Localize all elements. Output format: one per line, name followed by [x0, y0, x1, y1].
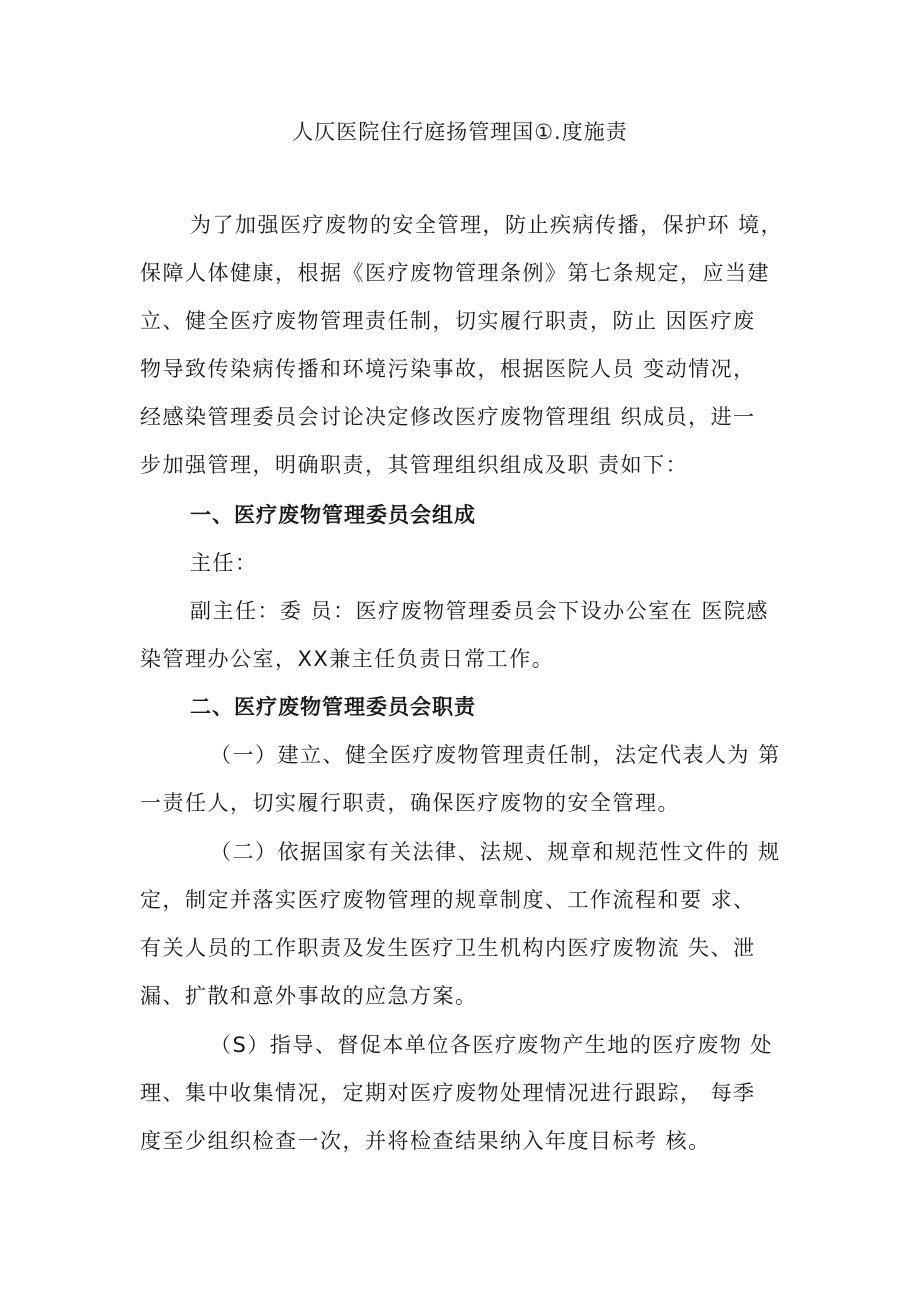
paragraph-line: 有关人员的工作职责及发生医疗卫生机构内医疗废物流 失、泄 [140, 936, 756, 960]
director-line: 主任： [190, 551, 258, 575]
paragraph-line: （一）建立、健全医疗废物管理责任制，法定代表人为 第 [210, 743, 781, 767]
paragraph-line: 为了加强医疗废物的安全管理，防止疾病传播，保护环 境， [190, 213, 784, 237]
paragraph-line: （S）指导、督促本单位各医疗废物产生地的医疗废物 处 [210, 1033, 774, 1057]
paragraph-line: 一责任人，切实履行职责，确保医疗废物的安全管理。 [140, 791, 680, 815]
paragraph-line: 经感染管理委员会讨论决定修改医疗废物管理组 织成员，进一 [140, 405, 756, 429]
paragraph-line: 物导致传染病传播和环境污染事故，根据医院人员 变动情况， [140, 357, 756, 381]
section-heading-composition: 一、医疗废物管理委员会组成 [190, 503, 476, 527]
paragraph-line: （二）依据国家有关法律、法规、规章和规范性文件的 规 [210, 840, 781, 864]
paragraph-line: 立、健全医疗废物管理责任制，切实履行职责，防止 因医疗废 [140, 309, 756, 333]
paragraph-line: 定，制定并落实医疗废物管理的规章制度、工作流程和要 求、 [140, 888, 756, 912]
paragraph-line: 理、集中收集情况，定期对医疗废物处理情况进行跟踪， 每季 [140, 1081, 756, 1105]
paragraph-line: 保障人体健康，根据《医疗废物管理条例》第七条规定，应当建 [140, 261, 770, 285]
paragraph-line: 染管理办公室，XX兼主任负责日常工作。 [140, 647, 555, 671]
paragraph-line: 漏、扩散和意外事故的应急方案。 [140, 984, 478, 1008]
paragraph-line: 副主任：委 员：医疗废物管理委员会下设办公室在 医院感 [190, 599, 769, 623]
paragraph-line: 步加强管理，明确职责，其管理组织组成及职 责如下： [140, 453, 689, 477]
paragraph-line: 度至少组织检查一次，并将检查结果纳入年度目标考 核。 [140, 1129, 711, 1153]
document-title: 人仄医院住行庭扬管理国①.度施责 [292, 120, 628, 144]
section-heading-duties: 二、医疗废物管理委员会职责 [190, 695, 476, 719]
